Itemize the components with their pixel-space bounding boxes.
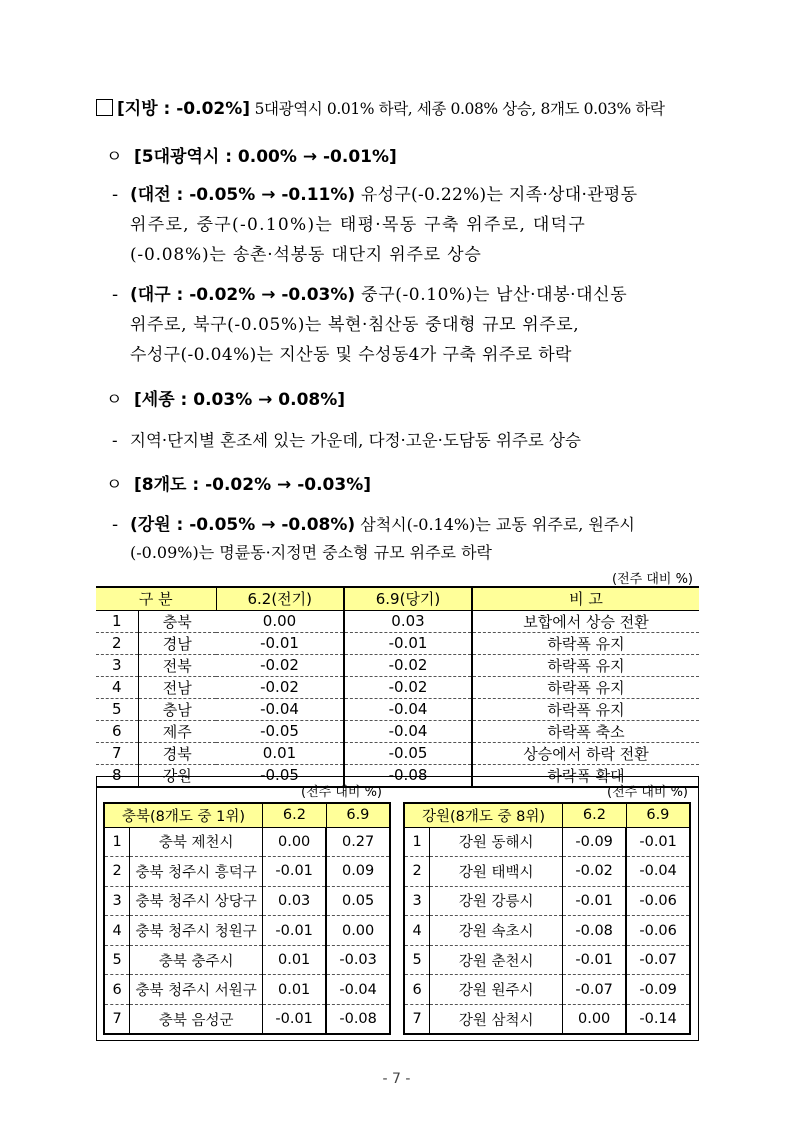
rank-cell: 1 [104,827,130,857]
rank-cell: 1 [96,610,138,632]
prev-value-cell: 0.03 [263,886,327,916]
prev-value-cell: -0.07 [563,975,627,1005]
gangwon-text-1: 삼척시(-0.14%)는 교동 위주로, 원주시 [355,515,635,534]
current-value-cell: -0.02 [344,654,472,676]
gangwon-header-current: 6.9 [626,803,690,827]
current-value-cell: -0.04 [344,698,472,720]
table-row [96,676,699,698]
current-value-cell: 0.09 [326,857,390,887]
chungbuk-header-prev: 6.2 [263,803,327,827]
region-cell: 경북 [138,742,216,764]
rank-cell: 3 [96,654,138,676]
daegu-line-2: 위주로, 북구(-0.05%)는 복현·침산동 중대형 규모 위주로, [130,315,580,335]
current-value-cell: -0.04 [626,857,690,887]
prev-value-cell: 0.00 [263,827,327,857]
prev-value-cell: -0.01 [563,945,627,975]
prev-value-cell: -0.04 [216,698,344,720]
dash: - [112,185,119,205]
prev-value-cell: -0.02 [216,654,344,676]
table-row [96,742,699,764]
header-category: 구 분 [96,587,216,610]
daegu-text-1: 중구(-0.10%)는 남산·대봉·대신동 [355,285,628,305]
checkbox-icon [96,99,113,116]
current-value-cell: -0.04 [344,720,472,742]
table-row [104,857,390,887]
current-value-cell: -0.05 [344,742,472,764]
region-cell: 충북 [138,610,216,632]
rank-cell: 2 [404,857,430,887]
rank-cell: 6 [96,720,138,742]
prev-value-cell: -0.09 [563,827,627,857]
table3-unit: (전주 대비 %) [607,785,688,800]
gangwon-header: 강원(8개도 중 8위) [404,803,563,827]
city-cell: 강원 태백시 [430,857,563,887]
prev-value-cell: 0.00 [216,610,344,632]
city-cell: 충북 청주시 청원구 [130,916,263,946]
city-cell: 강원 속초시 [430,916,563,946]
note-cell: 상승에서 하락 전환 [472,742,699,764]
prev-value-cell: -0.01 [263,857,327,887]
daegu-line-3: 수성구(-0.04%)는 지산동 및 수성동4가 구축 위주로 하락 [130,345,572,365]
dash: - [112,285,119,305]
daejeon-line-2: 위주로, 중구(-0.10%)는 태평·목동 구축 위주로, 대덕구 [130,215,587,235]
rank-cell: 3 [404,886,430,916]
prev-value-cell: -0.08 [563,916,627,946]
prev-value-cell: -0.01 [563,886,627,916]
table-row [96,698,699,720]
table-row [96,720,699,742]
note-cell: 하락폭 확대 [472,764,699,787]
current-value-cell: -0.09 [626,975,690,1005]
page-number: - 7 - [382,1071,411,1087]
bullet: ㅇ [106,147,123,167]
note-cell: 하락폭 유지 [472,698,699,720]
prev-value-cell: 0.00 [563,1005,627,1035]
note-cell: 하락폭 유지 [472,676,699,698]
header-prev: 6.2(전기) [216,587,344,610]
note-cell: 하락폭 축소 [472,720,699,742]
table-row [96,632,699,654]
rank-cell: 4 [404,916,430,946]
sejong-text: 지역·단지별 혼조세 있는 가운데, 다정·고운·도담동 위주로 상승 [130,431,581,450]
note-cell: 보합에서 상승 전환 [472,610,699,632]
gangwon-label: (강원 : -0.05% → -0.08%) [130,515,356,535]
gangwon-line-1 [112,510,635,535]
current-value-cell: -0.06 [626,886,690,916]
rank-cell: 4 [104,916,130,946]
current-value-cell: 0.00 [326,916,390,946]
city-cell: 강원 원주시 [430,975,563,1005]
table-row [104,945,390,975]
header-current: 6.9(당기) [344,587,472,610]
current-value-cell: -0.06 [626,916,690,946]
dash: - [112,515,119,535]
daegu-label: (대구 : -0.02% → -0.03%) [130,285,356,305]
current-value-cell: -0.04 [326,975,390,1005]
table-row [404,827,690,857]
chungbuk-header: 충북(8개도 중 1위) [104,803,263,827]
rank-cell: 7 [104,1005,130,1035]
bullet: ㅇ [106,390,123,410]
current-value-cell: -0.14 [626,1005,690,1035]
region-cell: 전북 [138,654,216,676]
region-cell: 전남 [138,676,216,698]
provinces-heading [106,470,371,495]
region-cell: 제주 [138,720,216,742]
city-cell: 강원 춘천시 [430,945,563,975]
city-cell: 충북 청주시 흥덕구 [130,857,263,887]
current-value-cell: -0.08 [344,764,472,787]
table-row [404,945,690,975]
table-row [404,886,690,916]
chungbuk-cities-table [103,802,391,1035]
sejong-title: [세종 : 0.03% → 0.08%] [134,390,346,410]
current-value-cell: -0.02 [344,676,472,698]
regional-summary-text: 5대광역시 0.01% 하락, 세종 0.08% 상승, 8개도 0.03% 하락 [250,100,665,118]
rank-cell: 6 [404,975,430,1005]
rank-cell: 5 [404,945,430,975]
note-cell: 하락폭 유지 [472,632,699,654]
table-row [96,654,699,676]
rank-cell: 1 [404,827,430,857]
rank-cell: 7 [404,1005,430,1035]
table2-unit: (전주 대비 %) [301,785,382,800]
gangwon-line-2: (-0.09%)는 명륜동·지정면 중소형 규모 위주로 하락 [130,543,492,562]
prev-value-cell: 0.01 [263,945,327,975]
current-value-cell: 0.05 [326,886,390,916]
chungbuk-header-current: 6.9 [326,803,390,827]
bullet: ㅇ [106,475,123,495]
city-cell: 강원 강릉시 [430,886,563,916]
region-cell: 경남 [138,632,216,654]
current-value-cell: -0.01 [626,827,690,857]
city-cell: 충북 음성군 [130,1005,263,1035]
prev-value-cell: -0.05 [216,720,344,742]
prev-value-cell: -0.02 [216,676,344,698]
rank-cell: 4 [96,676,138,698]
current-value-cell: -0.07 [626,945,690,975]
prev-value-cell: -0.01 [216,632,344,654]
prev-value-cell: -0.02 [563,857,627,887]
city-cell: 충북 청주시 서원구 [130,975,263,1005]
province-ranking-table [96,586,699,788]
table-row [96,610,699,632]
current-value-cell: -0.08 [326,1005,390,1035]
rank-cell: 8 [96,764,138,787]
gangwon-header-prev: 6.2 [563,803,627,827]
prev-value-cell: -0.05 [216,764,344,787]
rank-cell: 3 [104,886,130,916]
prev-value-cell: 0.01 [216,742,344,764]
prev-value-cell: -0.01 [263,1005,327,1035]
sejong-heading [106,385,345,410]
gangwon-cities-table [403,802,691,1035]
rank-cell: 5 [96,698,138,720]
regional-label: [지방 : -0.02%] [117,99,251,119]
rank-cell: 5 [104,945,130,975]
current-value-cell: -0.01 [344,632,472,654]
rank-cell: 6 [104,975,130,1005]
table-row [104,886,390,916]
city-cell: 강원 동해시 [430,827,563,857]
city-detail-box [96,776,699,1041]
daejeon-label: (대전 : -0.05% → -0.11%) [130,185,356,205]
daejeon-line-3: (-0.08%)는 송촌·석봉동 대단지 위주로 상승 [130,245,482,265]
daegu-line-1 [112,280,627,305]
city-cell: 충북 청주시 상당구 [130,886,263,916]
metro-heading [106,142,397,167]
city-cell: 충북 충주시 [130,945,263,975]
daejeon-line-1 [112,180,637,205]
table-row [404,916,690,946]
dash: - [112,431,118,450]
current-value-cell: -0.03 [326,945,390,975]
table-row [104,1005,390,1035]
table1-unit: (전주 대비 %) [612,572,693,587]
city-cell: 충북 제천시 [130,827,263,857]
city-cell: 강원 삼척시 [430,1005,563,1035]
table-row [404,975,690,1005]
rank-cell: 2 [96,632,138,654]
region-cell: 충남 [138,698,216,720]
regional-summary [96,94,665,119]
region-cell: 강원 [138,764,216,787]
table-row [104,827,390,857]
table-row [104,975,390,1005]
daejeon-text-1: 유성구(-0.22%)는 지족·상대·관평동 [355,185,638,205]
sejong-line-1 [112,427,581,451]
metro-title: [5대광역시 : 0.00% → -0.01%] [134,147,397,167]
header-note: 비 고 [472,587,699,610]
prev-value-cell: -0.01 [263,916,327,946]
prev-value-cell: 0.01 [263,975,327,1005]
rank-cell: 2 [104,857,130,887]
table-row [104,916,390,946]
note-cell: 하락폭 유지 [472,654,699,676]
table-row [404,857,690,887]
table-row [404,1005,690,1035]
provinces-title: [8개도 : -0.02% → -0.03%] [134,475,371,495]
rank-cell: 7 [96,742,138,764]
current-value-cell: 0.03 [344,610,472,632]
current-value-cell: 0.27 [326,827,390,857]
